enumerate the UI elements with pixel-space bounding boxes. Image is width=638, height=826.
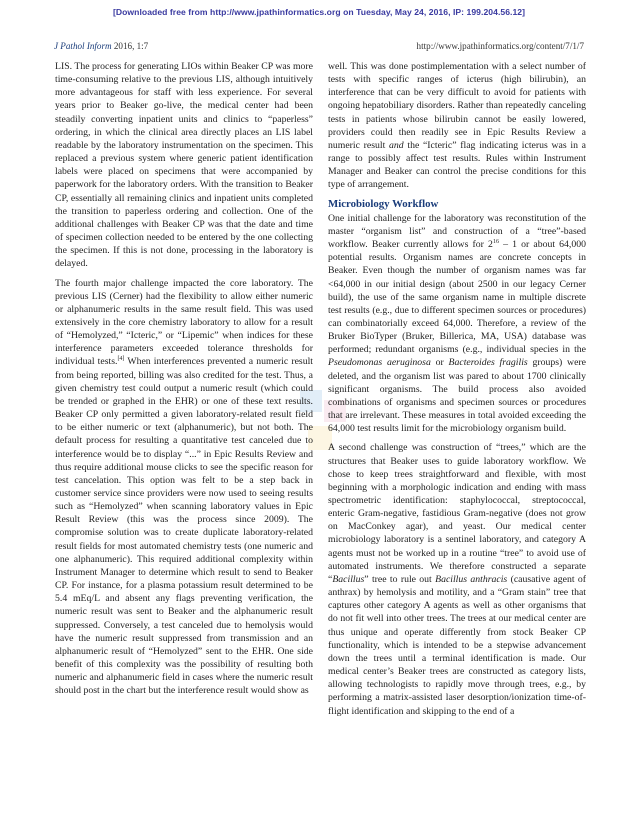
journal-name: J Pathol Inform xyxy=(54,41,112,51)
paragraph: The fourth major challenge impacted the core laboratory. The previous LIS (Cerner) had the flexibility to allow either numeric or alphanumeric results in the same result field. This was used extensively in the core chemistry laboratory to allow for a result of “Hemolyzed,” “Icteric,” or “Lipemic” when indices for these interference parameters exceeded tolerance thresholds for individual tests.[4] When interferences prevented a numeric result from being reported, billing was also credited for the test. Thus, a given chemistry test could output a numeric result (which could be trended or graphed in the EHR) or one of these text results. Beaker CP only permitted a given laboratory-related result field to be either numeric or text (alphanumeric), but not both. The default process for resulting a quantitative test canceled due to interference would be to display “...” in Epic Results Review and thus require additional mouse clicks to see the specific reason for test cancelation. This option was felt to be a step back in customer service since providers were now used to seeing results such as “Hemolyzed” when scanning laboratory values in Epic Result Review (this was the process since 2009). The compromise solution was to create duplicate laboratory-related result fields for most automated chemistry tests (one numeric and one alphanumeric). This required additional complexity within Instrument Manager to determine which result to send to Beaker CP. For instance, for a plasma potassium result determined to be 5.4 mEq/L and absent any flags preventing verification, the numeric result was sent to Beaker and the alphanumeric result suppressed. Conversely, a test canceled due to hemolysis would have the numeric result suppressed from transmission and an alphanumeric result of “Hemolyzed” sent to the EHR. One side benefit of this complexity was the possibility of resulting both numeric and alphanumeric field in cases where the numeric result should post in the chart but the interference result would show as xyxy=(55,277,313,697)
article-url[interactable]: http://www.jpathinformatics.org/content/7/1/7 xyxy=(416,41,584,51)
left-column xyxy=(55,60,313,698)
download-banner: [Downloaded free from http://www.jpathinformatics.org on Tuesday, May 24, 2016, IP: 199.204.56.12] xyxy=(112,7,526,17)
paragraph: One initial challenge for the laboratory was reconstitution of the master “organism list” and construction of a “tree”-based workflow. Beaker currently allows for $2^{16} - 1$ or about 64,000 potential results. Organism names are concrete concepts in Beaker. Even though the number of organism names was far <64,000 in our initial design (about 2500 in our legacy Cerner build), the use of the same organism name in multiple discrete test results (e.g., due to different specimen sources or procedures) can combinatorially exceed 64,000. Therefore, a review of the Bruker BioTyper (Bruker, Billerica, MA, USA) database was performed; redundant organisms (e.g., individual species in the Pseudomonas aeruginosa or Bacteroides fragilis groups) were deleted, and the organism list was pared to about 1700 clinically significant organisms. The build process also avoided combinations of organisms and specimen sources or procedures that are irrelevant. These measures in total avoided exceeding the 64,000 test results limit for the microbiology organism build. xyxy=(328,212,587,435)
paragraph: A second challenge was construction of “trees,” which are the structures that Beaker uses to guide laboratory workflow. We chose to keep trees straightforward and flexible, with most beginning with a morphologic indication and ending with mass spectrometric identification: staphylococcal, streptococcal, enteric Gram-negative, fastidious Gram-negative (does not grow on MacConkey agar), and yeast. Our medical center microbiology laboratory is a sentinel laboratory, and category A agents must not be worked up in a routine “tree” to avoid use of automated instruments. We therefore constructed a separate “Bacillus” tree to rule out Bacillus anthracis (causative agent of anthrax) by hemolysis and motility, and a “Gram stain” tree that captures other category A agents as well as other organisms that do not fit well into other trees. The trees at our medical center are thus unique and operate differently from stock Beaker CP functionality, which is intended to be a stepwise advancement down the trees until a terminal identification is made. Our medical center’s Beaker trees are constructed as category lists, allowing technologists to rapidly move through trees, e.g., by performing a matrix-assisted laser desorption/ionization time-of-flight identification and skipping to the end of a xyxy=(328,442,586,717)
journal-citation xyxy=(54,41,148,51)
paragraph: LIS. The process for generating LIOs within Beaker CP was more time-consuming relative to the previous LIS, although intuitively more advantageous for staff with less experience. For several years prior to Beaker go-live, the medical center had been steadily converting inpatient units and clinics to “paperless” ordering, in which the clinical area directly places an LIS label readable by the laboratory instrumentation on the specimen. This replaced a previous system where generic patient identification labels were placed on specimens that were accompanied by paperwork for the laboratory orders. With the transition to Beaker CP, essentially all remaining clinics and inpatient units completed the transition to paperless ordering and collection. One of the additional challenges with Beaker CP was that the date and time of specimen collection needed to be entered by the one collecting the specimen. If this is not done, processing in the laboratory is delayed. xyxy=(55,61,313,270)
running-header xyxy=(54,41,584,51)
section-heading: Microbiology Workflow xyxy=(328,197,439,210)
reference-link[interactable]: [4] xyxy=(117,356,125,363)
paragraph: well. This was done postimplementation with a select number of tests with specific ranges of icterus (high bilirubin), an interference that can be very difficult to avoid for patients with ongoing hepatobiliary disorders. Rather than repeatedly canceling tests in patients whose bilirubin cannot be easily lowered, providers could then readily see in Epic Results Review a numeric result and the “Icteric” flag indicating icterus was in a range to possibly affect test results. Rules within Instrument Manager and Beaker can control the precise conditions for this type of arrangement. xyxy=(328,61,586,191)
journal-year-volume: 2016, 1:7 xyxy=(113,41,149,51)
right-column xyxy=(328,60,586,718)
